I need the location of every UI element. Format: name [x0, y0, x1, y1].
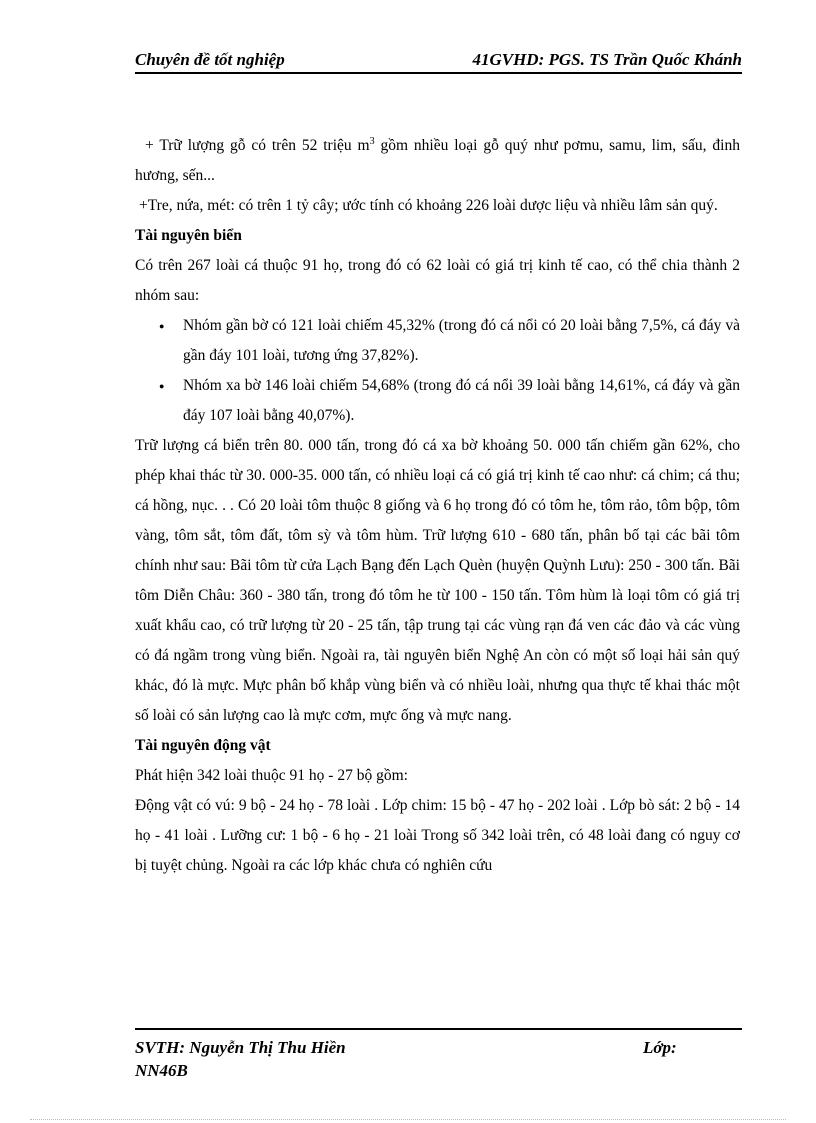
footer-class-value: NN46B: [135, 1061, 188, 1080]
animal-intro-paragraph: Phát hiện 342 loài thuộc 91 họ - 27 bộ gồm:: [135, 767, 408, 784]
footer-student: SVTH: Nguyễn Thị Thu Hiền: [135, 1038, 346, 1057]
bamboo-paragraph: +Tre, nứa, mét: có trên 1 tỷ cây; ước tính có khoảng 226 loài dược liệu và nhiều lâm sản quý.: [139, 197, 718, 214]
sea-resources-heading: Tài nguyên biển: [135, 227, 242, 244]
page-bottom-divider: [30, 1119, 786, 1120]
page-body: [135, 131, 740, 881]
page-footer: [135, 1028, 742, 1082]
header-advisor: 41GVHD: PGS. TS Trần Quốc Khánh: [472, 50, 742, 69]
page-header: [135, 50, 742, 74]
sea-intro-paragraph: Có trên 267 loài cá thuộc 91 họ, trong đó có 62 loài có giá trị kinh tế cao, có thể chia thành 2 nhóm sau:: [135, 257, 740, 304]
wood-reserve-text-rest: gồm nhiều loại gỗ quý như pơmu, samu, lim, sấu, đinh hương, sến...: [135, 137, 740, 184]
list-item: ● Nhóm xa bờ 146 loài chiếm 54,68% (trong đó cá nổi 39 loài bằng 14,61%, cá đáy và gần đáy 107 loài bằng 40,07%).: [183, 371, 740, 431]
cubic-superscript: 3: [369, 135, 375, 147]
list-item: ● Nhóm gần bờ có 121 loài chiếm 45,32% (trong đó cá nổi có 20 loài bằng 7,5%, cá đáy và gần đáy 101 loài, tương ứng 37,82%).: [183, 311, 740, 371]
header-document-type: Chuyên đề tốt nghiệp: [135, 50, 285, 69]
wood-reserve-paragraph: [135, 131, 740, 191]
animal-resources-heading: Tài nguyên động vật: [135, 737, 271, 754]
footer-class-label: Lớp:: [643, 1038, 677, 1057]
fish-group-list: [135, 311, 740, 431]
animal-detail-paragraph: Động vật có vú: 9 bộ - 24 họ - 78 loài . Lớp chim: 15 bộ - 47 họ - 202 loài . Lớp bò sát: 2 bộ - 14 họ - 41 loài . Lưỡng cư: 1 bộ - 6 họ - 21 loài Trong số 342 loài trên, có 48 loài đang có nguy cơ bị tuyệt chủng. Ngoài ra các lớp khác chưa có nghiên cứu: [135, 797, 740, 874]
wood-reserve-text: + Trữ lượng gỗ có trên 52 triệu m: [145, 137, 370, 154]
sea-reserve-paragraph: Trữ lượng cá biển trên 80. 000 tấn, trong đó cá xa bờ khoảng 50. 000 tấn chiếm gần 62%, cho phép khai thác từ 30. 000-35. 000 tấn, có nhiều loại cá có giá trị kinh tế cao như: cá chim; cá thu; cá hồng, nục. . . Có 20 loài tôm thuộc 8 giống và 6 họ trong đó có tôm he, tôm rảo, tôm bộp, tôm vàng, tôm sắt, tôm đất, tôm sỳ và tôm hùm. Trữ lượng 610 - 680 tấn, phân bố tại các bãi tôm chính như sau: Bãi tôm từ cửa Lạch Bạng đến Lạch Quèn (huyện Quỳnh Lưu): 250 - 300 tấn. Bãi tôm Diễn Châu: 360 - 380 tấn, trong đó tôm he từ 100 - 150 tấn. Tôm hùm là loại tôm có giá trị xuất khẩu cao, có trữ lượng từ 20 - 25 tấn, tập trung tại các vùng rạn đá ven các đảo và các vùng có đá ngầm trong vùng biển. Ngoài ra, tài nguyên biển Nghệ An còn có một số loại hải sản quý khác, đó là mực. Mực phân bố khắp vùng biển và có nhiều loài, nhưng qua thực tế khai thác một số loài có sản lượng cao là mực cơm, mực ống và mực nang.: [135, 437, 740, 724]
